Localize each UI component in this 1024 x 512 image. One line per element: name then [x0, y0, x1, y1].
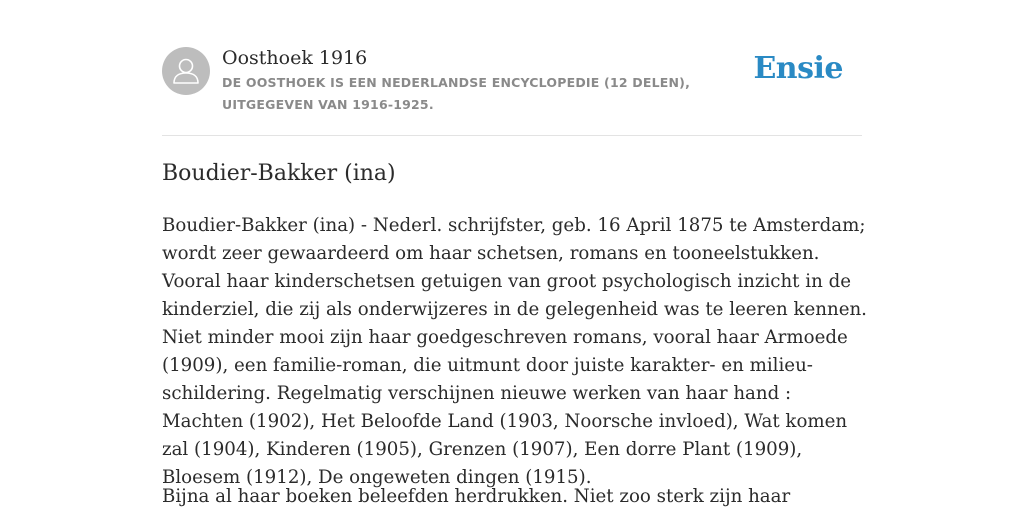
source-title[interactable]: Oosthoek 1916 [222, 47, 368, 69]
avatar[interactable] [162, 47, 210, 95]
ensie-logo[interactable]: Ensie [753, 51, 843, 86]
header-divider [162, 135, 862, 136]
source-description: DE OOSTHOEK IS EEN NEDERLANDSE ENCYCLOPEDIE (12 DELEN), UITGEGEVEN VAN 1916-1925. [222, 75, 691, 112]
source-header [162, 46, 862, 116]
page-title: Boudier-Bakker (ina) [162, 161, 396, 186]
entry-paragraph: Boudier-Bakker (ina) - Nederl. schrijfster, geb. 16 April 1875 te Amsterdam; wordt zeer gewaardeerd om haar schetsen, romans en tooneelstukken. Vooral haar kinderschetsen getuigen van groot psychologisch inzicht in de kinderziel, die zij als onderwijzeres in de gelegenheid was te leeren kennen. Niet minder mooi zijn haar goedgeschreven romans, vooral haar Armoede (1909), een familie-roman, die uitmunt door juiste karakter- en milieu-schildering. Regelmatig verschijnen nieuwe werken van haar hand : Machten (1902), Het Beloofde Land (1903, Noorsche invloed), Wat komen zal (1904), Kinderen (1905), Grenzen (1907), Een dorre Plant (1909), Bloesem (1912), De ongeweten dingen (1915). [162, 215, 867, 488]
user-silhouette-icon [162, 47, 210, 95]
entry-paragraph: Bijna al haar boeken beleefden herdrukken. Niet zoo sterk zijn haar [162, 486, 791, 507]
